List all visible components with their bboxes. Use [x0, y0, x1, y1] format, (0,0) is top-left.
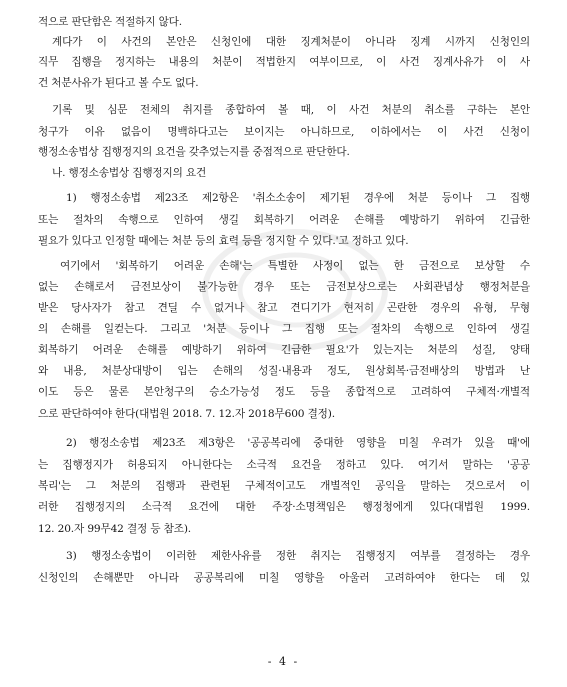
text-line: 3) 행정소송법이 이러한 제한사유를 정한 취지는 집행정지 여부를 결정하는 경우 [66, 550, 530, 562]
text-line: 는 집행정지가 허용되지 아니한다는 소극적 요건을 정하고 있다. 여기서 말하는 '공공 [38, 459, 530, 471]
text-line: 으로 판단하여야 한다(대법원 2018. 7. 12.자 2018무600 결정). [38, 408, 335, 420]
text-line: 의 손해를 일컫는다. 그리고 '처분 등이나 그 집행 또는 절차의 속행으로 인하여 생길 [38, 323, 530, 335]
text-line: 행정소송법상 집행정지의 요건을 갖추었는지를 중점적으로 판단한다. [38, 146, 350, 158]
text-line: 건 처분사유가 된다고 볼 수도 없다. [38, 77, 199, 89]
text-line: 받은 당사자가 참고 견딜 수 없거나 참고 견디기가 현저히 곤란한 경우의 유형, 무형 [38, 302, 530, 314]
section-heading: 나. 행정소송법상 집행정지의 요건 [52, 167, 207, 179]
text-line: 12. 20.자 99무42 결정 등 참조). [38, 523, 192, 535]
text-line: 직무 집행을 정지하는 내용의 처분이 적법한지 여부이므로, 이 사건 징계사유가 이 사 [38, 56, 530, 68]
text-line: 필요가 있다고 인정할 때에는 처분 등의 효력 등을 정지할 수 있다.'고 정하고 있다. [38, 235, 409, 247]
text-line: 회복하기 어려운 손해를 예방하기 위하여 긴급한 필요'가 있는지는 처분의 성질, 양태 [38, 344, 530, 356]
text-line: 적으로 판단함은 적절하지 않다. [38, 16, 182, 28]
text-line: 1) 행정소송법 제23조 제2항은 '취소소송이 제기된 경우에 처분 등이나 그 집행 [66, 192, 530, 204]
page-number: - 4 - [267, 655, 300, 668]
text-line: 신청인의 손해뿐만 아니라 공공복리에 미칠 영향을 아울러 고려하여야 한다는 데 있 [38, 572, 530, 584]
text-line: 없는 손해로서 금전보상이 불가능한 경우 또는 금전보상으로는 사회관념상 행정처분을 [38, 281, 530, 293]
text-line: 기록 및 심문 전체의 취지를 종합하여 볼 때, 이 사건 처분의 취소를 구하는 본안 [52, 104, 530, 116]
text-line: 여기에서 '회복하기 어려운 손해'는 특별한 사정이 없는 한 금전으로 보상할 수 [60, 260, 530, 272]
text-line: 또는 절차의 속행으로 인하여 생길 회복하기 어려운 손해를 예방하기 위하여 긴급한 [38, 214, 530, 226]
text-line: 와 내용, 처분상대방이 입는 손해의 성질·내용과 정도, 원상회복·금전배상의 방법과 난 [38, 365, 530, 377]
text-line: 계다가 이 사건의 본안은 신청인에 대한 징계처분이 아니라 징계 시까지 신청인의 [52, 36, 530, 48]
text-line: 2) 행정소송법 제23조 제3항은 '공공복리에 중대한 영향을 미칠 우려가 있을 때'에 [66, 437, 530, 449]
text-line: 러한 집행정지의 소극적 요건에 대한 주장·소명책임은 행정청에게 있다(대법원 1999. [38, 501, 530, 513]
text-line: 청구가 이유 없음이 명백하다고는 보이지는 아니하므로, 이하에서는 이 사건 신청이 [38, 126, 530, 138]
text-line: 이도 등은 물론 본안청구의 승소가능성 정도 등을 종합적으로 고려하여 구체적·개별적 [38, 386, 530, 398]
text-line: 복리'는 그 처분의 집행과 관련된 구체적이고도 개별적인 공익을 말하는 것으로서 이 [38, 480, 530, 492]
